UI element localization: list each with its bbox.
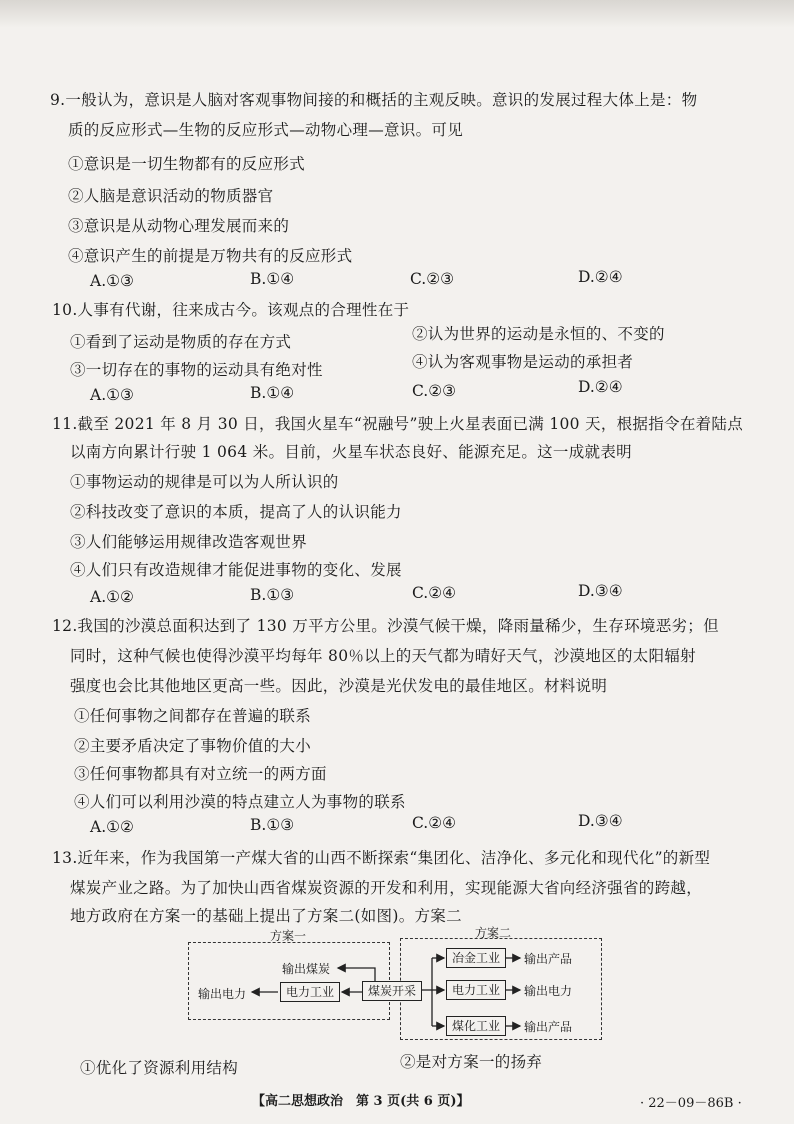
export-product-2-label: 输出产品	[524, 1020, 573, 1034]
q13-stem-line1: 13.近年来，作为我国第一产煤大省的山西不断探索“集团化、洁净化、多元化和现代化”的新型	[52, 849, 711, 867]
q10-option-a: A.①③	[90, 386, 134, 404]
q13-stem-line2: 煤炭产业之路。为了加快山西省煤炭资源的开发和利用，实现能源大省向经济强省的跨越，	[70, 879, 703, 897]
power-industry-right-box: 电力工业	[446, 980, 506, 1000]
q9-option-b: B.①④	[250, 270, 295, 288]
q10-stem: 10.人事有代谢，往来成古今。该观点的合理性在于	[52, 301, 410, 319]
q9-statement-3: ③意识是从动物心理发展而来的	[68, 217, 290, 235]
q12-option-b: B.①③	[250, 816, 295, 834]
q9-statement-4: ④意识产生的前提是万物共有的反应形式	[68, 247, 353, 265]
q10-statement-4: ④认为客观事物是运动的承担者	[412, 353, 634, 371]
q13-statement-2: ②是对方案一的扬弃	[400, 1053, 543, 1071]
export-product-1-label: 输出产品	[524, 952, 573, 966]
q11-option-c: C.②④	[412, 584, 457, 602]
q11-statement-1: ①事物运动的规律是可以为人所认识的	[70, 473, 339, 491]
q12-statement-4: ④人们可以利用沙漠的特点建立人为事物的联系	[74, 793, 406, 811]
q10-option-d: D.②④	[578, 378, 623, 396]
power-industry-left-box: 电力工业	[280, 982, 340, 1002]
q10-option-c: C.②③	[412, 382, 457, 400]
q12-statement-1: ①任何事物之间都存在普遍的联系	[74, 707, 312, 725]
q10-statement-2: ②认为世界的运动是永恒的、不变的	[412, 325, 665, 343]
export-coal-label: 输出煤炭	[282, 962, 331, 976]
q11-stem-line2: 以南方向累计行驶 1 064 米。目前，火星车状态良好、能源充足。这一成就表明	[70, 443, 632, 461]
q12-statement-2: ②主要矛盾决定了事物价值的大小	[74, 737, 312, 755]
q11-stem-line1: 11.截至 2021 年 8 月 30 日，我国火星车“祝融号”驶上火星表面已满 100 天，根据指令在着陆点	[52, 415, 744, 433]
q11-option-a: A.①②	[90, 588, 134, 606]
q10-option-b: B.①④	[250, 384, 295, 402]
coal-mining-box: 煤炭开采	[362, 981, 422, 1001]
q12-stem-line3: 强度也会比其他地区更高一些。因此，沙漠是光伏发电的最佳地区。材料说明	[70, 677, 608, 695]
page-footer-title: 【高二思想政治 第 3 页(共 6 页)】	[252, 1094, 470, 1109]
q9-option-c: C.②③	[410, 270, 455, 288]
q12-option-c: C.②④	[412, 814, 457, 832]
q12-stem-line1: 12.我国的沙漠总面积达到了 130 万平方公里。沙漠气候干燥，降雨量稀少，生存环境恶劣；但	[52, 617, 719, 635]
q11-statement-4: ④人们只有改造规律才能促进事物的变化、发展	[70, 561, 402, 579]
metallurgy-box: 冶金工业	[446, 948, 506, 968]
export-power-left-label: 输出电力	[198, 987, 247, 1001]
q11-statement-2: ②科技改变了意识的本质，提高了人的认识能力	[70, 503, 402, 521]
q12-option-a: A.①②	[90, 818, 134, 836]
q9-statement-1: ①意识是一切生物都有的反应形式	[68, 155, 306, 173]
q9-stem-line1: 9.一般认为，意识是人脑对客观事物间接的和概括的主观反映。意识的发展过程大体上是：物	[50, 91, 698, 109]
q10-statement-3: ③一切存在的事物的运动具有绝对性	[70, 361, 323, 379]
q11-statement-3: ③人们能够运用规律改造客观世界	[70, 533, 308, 551]
q9-option-a: A.①③	[90, 272, 134, 290]
export-power-right-label: 输出电力	[524, 984, 573, 998]
q9-statement-2: ②人脑是意识活动的物质器官	[68, 187, 274, 205]
q12-statement-3: ③任何事物都具有对立统一的两方面	[74, 765, 327, 783]
q12-stem-line2: 同时，这种气候也使得沙漠平均每年 80％以上的天气都为晴好天气，沙漠地区的太阳辐射	[70, 647, 696, 665]
q12-option-d: D.③④	[578, 812, 623, 830]
coal-chemical-box: 煤化工业	[446, 1016, 506, 1036]
plan-one-label: 方案一	[270, 929, 307, 943]
q10-statement-1: ①看到了运动是物质的存在方式	[70, 333, 292, 351]
q13-statement-1: ①优化了资源利用结构	[80, 1059, 239, 1077]
q13-stem-line3: 地方政府在方案一的基础上提出了方案二(如图)。方案二	[70, 907, 462, 925]
q11-option-d: D.③④	[578, 582, 623, 600]
q9-option-d: D.②④	[578, 268, 623, 286]
exam-code: · 22－09－86B ·	[640, 1096, 742, 1111]
plan-two-label: 方案二	[475, 926, 512, 940]
arrow-mining-to-export-coal	[338, 968, 375, 982]
q9-stem-line2: 质的反应形式—生物的反应形式—动物心理—意识。可见	[68, 121, 464, 139]
q11-option-b: B.①③	[250, 586, 295, 604]
